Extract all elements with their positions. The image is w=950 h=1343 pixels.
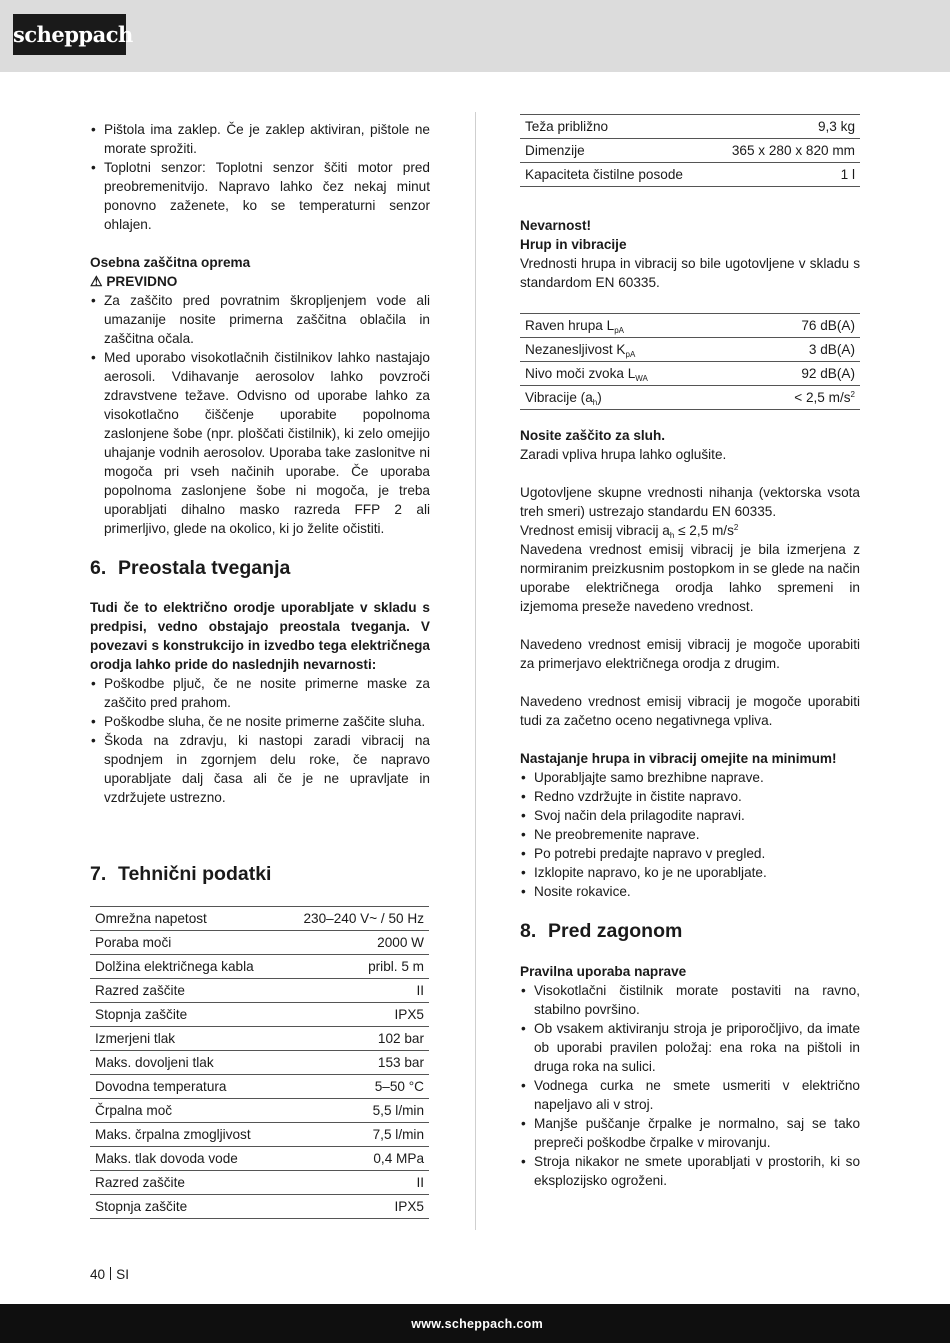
section-number: 6. xyxy=(90,557,107,579)
list-item: • Manjše puščanje črpalke je normalno, saj se tako prepreči poškodbe črpalke v mirovanju. xyxy=(520,1114,860,1152)
header-bar xyxy=(0,0,950,72)
table-row xyxy=(90,1123,429,1147)
list-item: • Škoda na zdravju, ki nastopi zaradi vibracij na spodnjem in zgornjem delu roke, če napravo uporabljate dalj časa ali če je ne upravljate in vzdržujete ustrezno. xyxy=(90,731,430,807)
warning-icon: ⚠ xyxy=(90,273,103,289)
noise-value: 3 dB(A) xyxy=(742,338,860,362)
table-row xyxy=(90,1075,429,1099)
footer-bar xyxy=(0,1304,950,1343)
language-code: SI xyxy=(116,1267,129,1282)
list-item: • Poškodbe pljuč, če ne nosite primerne maske za zaščito pred prahom. xyxy=(90,674,430,712)
tech-data-table xyxy=(90,906,429,1219)
section-number: 7. xyxy=(90,863,107,885)
table-row xyxy=(90,931,429,955)
spec-value: 230–240 V~ / 50 Hz xyxy=(281,907,429,931)
table-row xyxy=(90,955,429,979)
page-number xyxy=(90,1265,129,1284)
section-6-body xyxy=(90,598,430,807)
column-divider xyxy=(475,112,476,1230)
spec-value: IPX5 xyxy=(281,1003,429,1027)
list-item: • Ob vsakem aktiviranju stroja je priporočljivo, da imate ob uporabi pravilen položaj: ena roka na pištoli in druga roka na sulici. xyxy=(520,1019,860,1076)
section-6-heading xyxy=(90,556,430,580)
spec-value: 9,3 kg xyxy=(710,115,860,139)
vibration-text-3: Navedeno vrednost emisij vibracij je mogoče uporabiti za primerjavo električnega orodja z drugim. xyxy=(520,637,860,671)
vibration-text-1: Ugotovljene skupne vrednosti nihanja (vektorska vsota treh smeri) ustrezajo standardu EN 60335. xyxy=(520,485,860,519)
left-column xyxy=(90,120,430,538)
spec-label: Dolžina električnega kabla xyxy=(90,955,281,979)
table-row xyxy=(520,163,860,187)
spec-label: Izmerjeni tlak xyxy=(90,1027,281,1051)
table-row xyxy=(90,907,429,931)
vibration-emission-value: Vrednost emisij vibracij $a_h \le 2,5$ $m/s^2$ xyxy=(520,523,739,540)
table-row xyxy=(520,139,860,163)
table-row xyxy=(90,1003,429,1027)
table-row xyxy=(90,1027,429,1051)
residual-risk-intro: Tudi če to električno orodje uporabljate v skladu s predpisi, vedno obstajajo preostala tveganja. V povezavi s konstrukcijo in izvedbo tega električnega orodja lahko pride do naslednjih nevarnosti: xyxy=(90,600,430,672)
list-item: • Uporabljajte samo brezhibne naprave. xyxy=(520,768,860,787)
ppe-bullet-list xyxy=(90,291,430,538)
spec-label: Kapaciteta čistilne posode xyxy=(520,163,710,187)
noise-label: Vibracije $(a_h)$ xyxy=(520,386,742,410)
table-row xyxy=(520,386,860,410)
spec-value: IPX5 xyxy=(281,1195,429,1219)
ppe-heading: Osebna zaščitna oprema xyxy=(90,255,251,270)
table-row xyxy=(90,1195,429,1219)
intro-bullet-list xyxy=(90,120,430,234)
list-item: • Nosite rokavice. xyxy=(520,882,860,901)
spec-value: 153 bar xyxy=(281,1051,429,1075)
spec-value: pribl. 5 m xyxy=(281,955,429,979)
spec-label: Dimenzije xyxy=(520,139,710,163)
tech-data-table-2-container xyxy=(520,114,860,187)
vibration-section xyxy=(520,426,860,901)
proper-use-heading: Pravilna uporaba naprave xyxy=(520,964,687,979)
list-item: • Redno vzdržujte in čistite napravo. xyxy=(520,787,860,806)
spec-value: 2000 W xyxy=(281,931,429,955)
section-8-body xyxy=(520,962,860,1190)
table-row xyxy=(90,979,429,1003)
spec-label: Dovodna temperatura xyxy=(90,1075,281,1099)
spec-label: Omrežna napetost xyxy=(90,907,281,931)
table-row xyxy=(90,1147,429,1171)
list-item: • Svoj način dela prilagodite napravi. xyxy=(520,806,860,825)
spec-label: Maks. črpalna zmogljivost xyxy=(90,1123,281,1147)
table-row xyxy=(90,1051,429,1075)
table-row xyxy=(90,1171,429,1195)
list-item: • Za zaščito pred povratnim škropljenjem vode ali umazanije nosite primerna zaščitna oblačila in zaščitna očala. xyxy=(90,291,430,348)
website-link[interactable]: www.scheppach.com xyxy=(411,1317,543,1331)
spec-label: Stopnja zaščite xyxy=(90,1003,281,1027)
noise-section xyxy=(520,216,860,292)
spec-value: 0,4 MPa xyxy=(281,1147,429,1171)
noise-value: < 2,5 $m/s^2$ xyxy=(742,386,860,410)
table-row xyxy=(90,1099,429,1123)
vibration-text-2: Navedena vrednost emisij vibracij je bila izmerjena z normiranim preizkusnim postopkom in se glede na način uporabe električnega orodja lahko spremeni in izjemoma preseže navedeno vrednost. xyxy=(520,542,860,614)
table-row xyxy=(520,314,860,338)
list-item: • Poškodbe sluha, če ne nosite primerne zaščite sluha. xyxy=(90,712,430,731)
spec-label: Maks. dovoljeni tlak xyxy=(90,1051,281,1075)
hearing-text: Zaradi vpliva hrupa lahko oglušite. xyxy=(520,447,727,462)
noise-label: Raven hrupa $L_{pA}$ xyxy=(520,314,742,338)
section-8-heading xyxy=(520,919,860,943)
spec-label: Maks. tlak dovoda vode xyxy=(90,1147,281,1171)
spec-value: 1 l xyxy=(710,163,860,187)
proper-use-list xyxy=(520,981,860,1190)
spec-value: 102 bar xyxy=(281,1027,429,1051)
spec-value: II xyxy=(281,979,429,1003)
noise-heading: Hrup in vibracije xyxy=(520,237,627,252)
spec-label: Črpalna moč xyxy=(90,1099,281,1123)
list-item: • Pištola ima zaklep. Če je zaklep aktiviran, pištole ne morate sprožiti. xyxy=(90,120,430,158)
noise-table-container xyxy=(520,313,860,410)
spec-value: II xyxy=(281,1171,429,1195)
hearing-heading: Nosite zaščito za sluh. xyxy=(520,428,666,443)
noise-value: 92 dB(A) xyxy=(742,362,860,386)
list-item: • Po potrebi predajte napravo v pregled. xyxy=(520,844,860,863)
brand-logo: scheppach xyxy=(13,14,126,55)
tech-data-table-2 xyxy=(520,114,860,187)
spec-value: 5–50 °C xyxy=(281,1075,429,1099)
page-number-value: 40 xyxy=(90,1267,106,1282)
list-item: • Vodnega curka ne smete usmeriti v električno napeljavo ali v stroj. xyxy=(520,1076,860,1114)
section-title: Tehnični podatki xyxy=(118,863,272,885)
spec-value: 365 x 280 x 820 mm xyxy=(710,139,860,163)
spec-label: Poraba moči xyxy=(90,931,281,955)
minimize-heading: Nastajanje hrupa in vibracij omejite na minimum! xyxy=(520,751,837,766)
section-title: Preostala tveganja xyxy=(118,557,291,579)
noise-value: 76 dB(A) xyxy=(742,314,860,338)
section-number: 8. xyxy=(520,920,537,942)
warning-label-row xyxy=(90,272,430,291)
spec-label: Razred zaščite xyxy=(90,1171,281,1195)
tech-data-table-container xyxy=(90,906,429,1219)
list-item: • Izklopite napravo, ko je ne uporabljate. xyxy=(520,863,860,882)
noise-label: Nezanesljivost $K_{pA}$ xyxy=(520,338,742,362)
vibration-text-4: Navedeno vrednost emisij vibracij je mogoče uporabiti tudi za začetno oceno negativnega vpliva. xyxy=(520,694,860,728)
spec-label: Razred zaščite xyxy=(90,979,281,1003)
spec-value: 5,5 l/min xyxy=(281,1099,429,1123)
danger-label: Nevarnost! xyxy=(520,218,592,233)
table-row xyxy=(520,338,860,362)
list-item: • Toplotni senzor: Toplotni senzor ščiti motor pred preobremenitvijo. Napravo lahko čez nekaj minut ponovno zaženete, ko se temperaturni senzor ohlajen. xyxy=(90,158,430,234)
list-item: • Med uporabo visokotlačnih čistilnikov lahko nastajajo aerosoli. Vdihavanje aerosolov lahko povzroči zdravstvene težave. Odvisno od uporabe lahko za visokotlačno čiščenje uporabite popolnoma zaslonjene šobe (npr. ploščati čistilnik), ki zelo omejijo uhajanje vodnih aerosolov. Uporaba take zaslonitve ni mogoča pri vseh načinih uporabe. Če uporaba popolnoma zaslonjene šobe ni mogoča, je treba uporabljati dihalno masko razreda FFP 2 ali primerljivo, glede na okolico, ki jo želite očistiti. xyxy=(90,348,430,538)
list-item: • Visokotlačni čistilnik morate postaviti na ravno, stabilno površino. xyxy=(520,981,860,1019)
warning-label: PREVIDNO xyxy=(106,274,178,289)
noise-text: Vrednosti hrupa in vibracij so bile ugotovljene v skladu s standardom EN 60335. xyxy=(520,256,860,290)
minimize-list xyxy=(520,768,860,901)
table-row xyxy=(520,115,860,139)
section-title: Pred zagonom xyxy=(548,920,683,942)
table-row xyxy=(520,362,860,386)
noise-table xyxy=(520,313,860,410)
spec-value: 7,5 l/min xyxy=(281,1123,429,1147)
list-item: • Stroja nikakor ne smete uporabljati v prostorih, ki so eksplozijsko ogroženi. xyxy=(520,1152,860,1190)
residual-risk-list xyxy=(90,674,430,807)
spec-label: Teža približno xyxy=(520,115,710,139)
list-item: • Ne preobremenite naprave. xyxy=(520,825,860,844)
section-7-heading xyxy=(90,862,430,886)
noise-label: Nivo moči zvoka $L_{WA}$ xyxy=(520,362,742,386)
spec-label: Stopnja zaščite xyxy=(90,1195,281,1219)
